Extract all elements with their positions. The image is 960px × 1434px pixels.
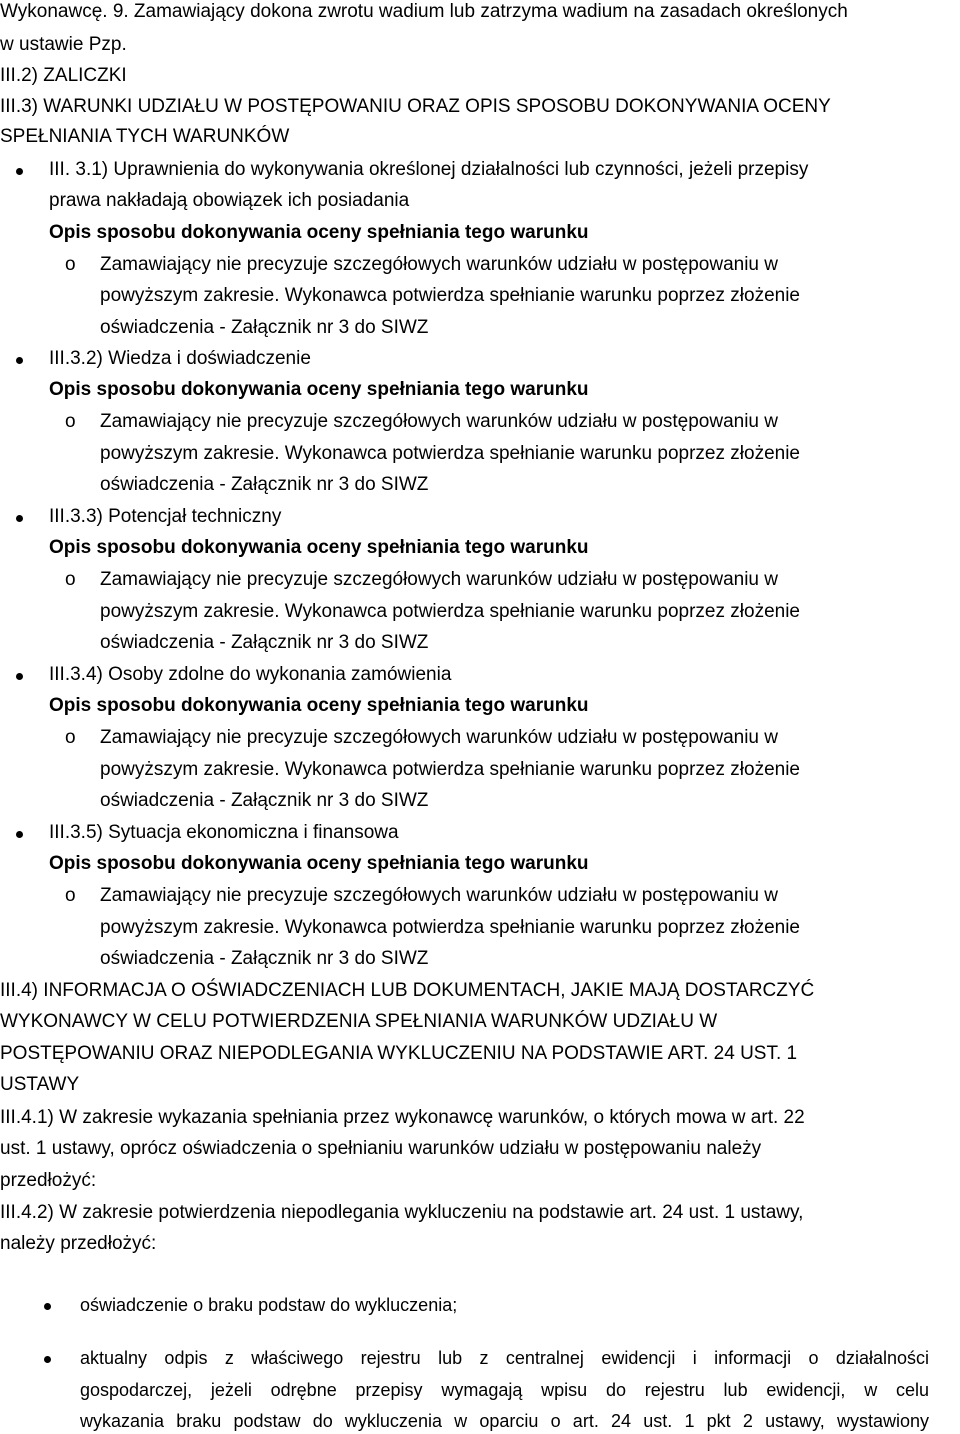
description-text: oświadczenia - Załącznik nr 3 do SIWZ bbox=[100, 948, 429, 969]
description-heading: Opis sposobu dokonywania oceny spełniania tego warunku bbox=[49, 695, 589, 716]
bullet-icon bbox=[16, 831, 23, 838]
paragraph-line: Wykonawcę. 9. Zamawiający dokona zwrotu wadium lub zatrzyma wadium na zasadach określonych bbox=[0, 1, 848, 22]
bullet-icon bbox=[44, 1356, 51, 1363]
bullet-icon bbox=[16, 673, 23, 680]
description-text: oświadczenia - Załącznik nr 3 do SIWZ bbox=[100, 632, 429, 653]
description-heading: Opis sposobu dokonywania oceny spełniania tego warunku bbox=[49, 853, 589, 874]
condition-title: III. 3.1) Uprawnienia do wykonywania określonej działalności lub czynności, jeżeli przepisy bbox=[49, 159, 809, 180]
list-item-text: aktualny odpis z właściwego rejestru lub z centralnej ewidencji i informacji o działalności bbox=[80, 1348, 929, 1368]
subsection-text: III.4.1) W zakresie wykazania spełniania przez wykonawcę warunków, o których mowa w art. 22 bbox=[0, 1107, 805, 1128]
bullet-icon bbox=[16, 168, 23, 175]
list-item-text: wykazania braku podstaw do wykluczenia w oparciu o art. 24 ust. 1 pkt 2 ustawy, wystawiony bbox=[80, 1411, 929, 1431]
section-heading: WYKONAWCY W CELU POTWIERDZENIA SPEŁNIANIA WARUNKÓW UDZIAŁU W bbox=[0, 1011, 718, 1032]
section-heading: III.4) INFORMACJA O OŚWIADCZENIACH LUB DOKUMENTACH, JAKIE MAJĄ DOSTARCZYĆ bbox=[0, 980, 815, 1001]
section-heading: III.3) WARUNKI UDZIAŁU W POSTĘPOWANIU ORAZ OPIS SPOSOBU DOKONYWANIA OCENY bbox=[0, 96, 831, 117]
description-text: powyższym zakresie. Wykonawca potwierdza spełnianie warunku poprzez złożenie bbox=[100, 601, 800, 622]
condition-title: III.3.2) Wiedza i doświadczenie bbox=[49, 348, 311, 369]
subsection-text: ust. 1 ustawy, oprócz oświadczenia o spełnianiu warunków udziału w postępowaniu należy bbox=[0, 1138, 762, 1159]
description-heading: Opis sposobu dokonywania oceny spełniania tego warunku bbox=[49, 222, 589, 243]
description-text: powyższym zakresie. Wykonawca potwierdza spełnianie warunku poprzez złożenie bbox=[100, 759, 800, 780]
bullet-icon bbox=[44, 1303, 51, 1310]
description-heading: Opis sposobu dokonywania oceny spełniania tego warunku bbox=[49, 537, 589, 558]
circle-bullet-icon: o bbox=[65, 727, 76, 748]
description-text: Zamawiający nie precyzuje szczegółowych warunków udziału w postępowaniu w bbox=[100, 727, 778, 748]
description-text: powyższym zakresie. Wykonawca potwierdza spełnianie warunku poprzez złożenie bbox=[100, 285, 800, 306]
circle-bullet-icon: o bbox=[65, 885, 76, 906]
paragraph-line: w ustawie Pzp. bbox=[0, 34, 127, 55]
description-text: Zamawiający nie precyzuje szczegółowych warunków udziału w postępowaniu w bbox=[100, 411, 778, 432]
description-text: Zamawiający nie precyzuje szczegółowych warunków udziału w postępowaniu w bbox=[100, 885, 778, 906]
subsection-text: należy przedłożyć: bbox=[0, 1233, 157, 1254]
bullet-icon bbox=[16, 515, 23, 522]
section-heading: USTAWY bbox=[0, 1074, 80, 1095]
description-text: oświadczenia - Załącznik nr 3 do SIWZ bbox=[100, 474, 429, 495]
circle-bullet-icon: o bbox=[65, 569, 76, 590]
description-heading: Opis sposobu dokonywania oceny spełniania tego warunku bbox=[49, 379, 589, 400]
circle-bullet-icon: o bbox=[65, 254, 76, 275]
description-text: oświadczenia - Załącznik nr 3 do SIWZ bbox=[100, 790, 429, 811]
description-text: oświadczenia - Załącznik nr 3 do SIWZ bbox=[100, 317, 429, 338]
list-item-text: gospodarczej, jeżeli odrębne przepisy wymagają wpisu do rejestru lub ewidencji, w celu bbox=[80, 1380, 929, 1400]
list-item-text: oświadczenie o braku podstaw do wykluczenia; bbox=[80, 1295, 458, 1315]
condition-title: prawa nakładają obowiązek ich posiadania bbox=[49, 190, 410, 211]
description-text: powyższym zakresie. Wykonawca potwierdza spełnianie warunku poprzez złożenie bbox=[100, 917, 800, 938]
section-heading: POSTĘPOWANIU ORAZ NIEPODLEGANIA WYKLUCZENIU NA PODSTAWIE ART. 24 UST. 1 bbox=[0, 1043, 798, 1064]
circle-bullet-icon: o bbox=[65, 411, 76, 432]
bullet-icon bbox=[16, 357, 23, 364]
description-text: powyższym zakresie. Wykonawca potwierdza spełnianie warunku poprzez złożenie bbox=[100, 443, 800, 464]
description-text: Zamawiający nie precyzuje szczegółowych warunków udziału w postępowaniu w bbox=[100, 569, 778, 590]
section-heading: SPEŁNIANIA TYCH WARUNKÓW bbox=[0, 126, 290, 147]
condition-title: III.3.4) Osoby zdolne do wykonania zamówienia bbox=[49, 664, 452, 685]
condition-title: III.3.5) Sytuacja ekonomiczna i finansowa bbox=[49, 822, 399, 843]
subsection-text: przedłożyć: bbox=[0, 1170, 97, 1191]
condition-title: III.3.3) Potencjał techniczny bbox=[49, 506, 282, 527]
description-text: Zamawiający nie precyzuje szczegółowych warunków udziału w postępowaniu w bbox=[100, 254, 778, 275]
subsection-text: III.4.2) W zakresie potwierdzenia niepodlegania wykluczeniu na podstawie art. 24 ust. 1 ustawy, bbox=[0, 1202, 804, 1223]
section-heading: III.2) ZALICZKI bbox=[0, 65, 127, 86]
